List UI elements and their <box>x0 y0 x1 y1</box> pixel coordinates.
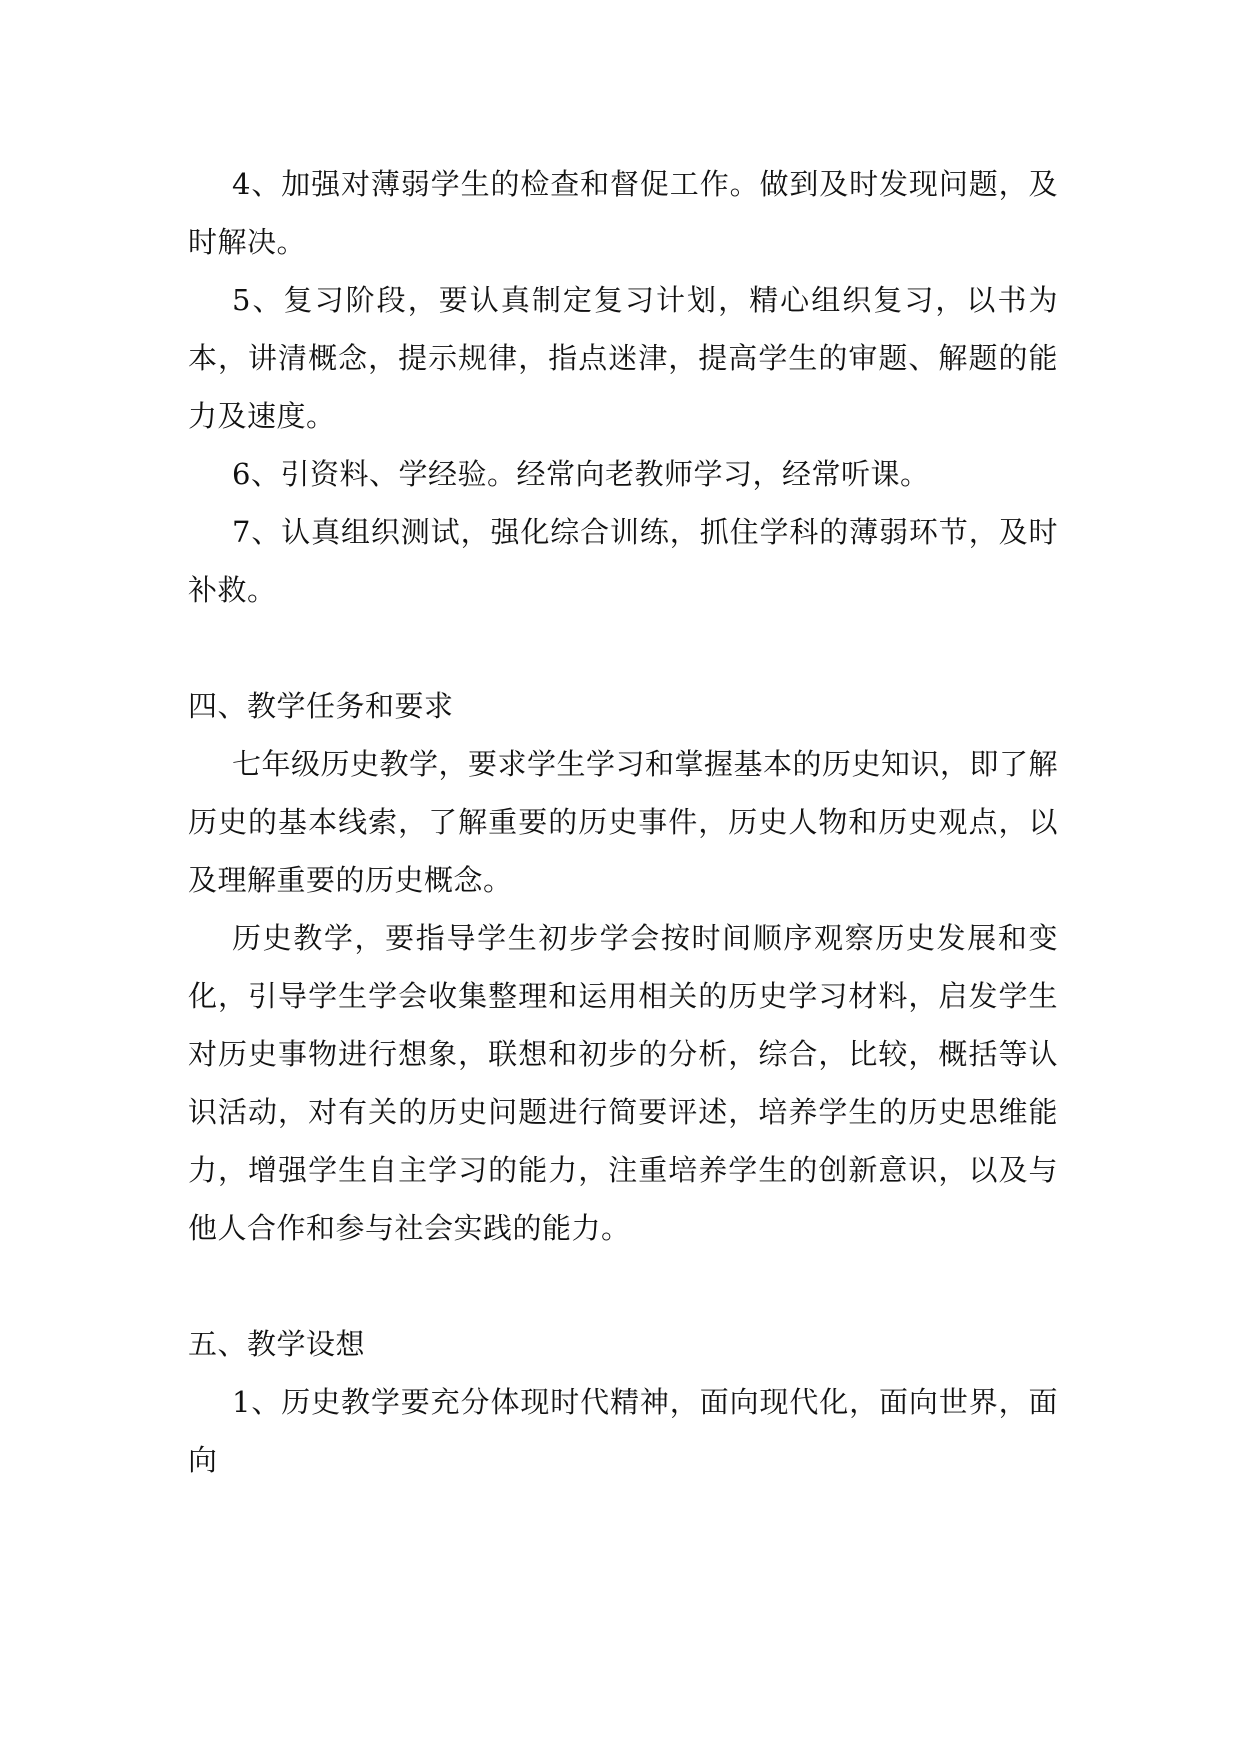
section-heading-4: 四、教学任务和要求 <box>188 689 454 723</box>
section-spacer <box>188 1257 1058 1315</box>
list-item-4: 4、加强对薄弱学生的检查和督促工作。做到及时发现问题，及时解决。 <box>188 167 1058 259</box>
list-item-6: 6、引资料、学经验。经常向老教师学习，经常听课。 <box>232 457 930 491</box>
section-4-paragraph-1: 七年级历史教学，要求学生学习和掌握基本的历史知识，即了解历史的基本线索，了解重要的历史事件，历史人物和历史观点，以及理解重要的历史概念。 <box>188 747 1059 897</box>
document-body <box>188 155 1058 1489</box>
list-item-7: 7、认真组织测试，强化综合训练，抓住学科的薄弱环节，及时补救。 <box>188 515 1058 607</box>
section-heading-5: 五、教学设想 <box>188 1327 366 1361</box>
section-4-paragraph-2: 历史教学，要指导学生初步学会按时间顺序观察历史发展和变化，引导学生学会收集整理和运用相关的历史学习材料，启发学生对历史事物进行想象，联想和初步的分析，综合，比较，概括等认识活动，对有关的历史问题进行简要评述，培养学生的历史思维能力，增强学生自主学习的能力，注重培养学生的创新意识，以及与他人合作和参与社会实践的能力。 <box>188 921 1058 1245</box>
list-item-5: 5、复习阶段，要认真制定复习计划，精心组织复习，以书为本，讲清概念，提示规律，指点迷津，提高学生的审题、解题的能力及速度。 <box>188 283 1058 433</box>
section-5-paragraph-1: 1、历史教学要充分体现时代精神，面向现代化，面向世界，面向 <box>188 1385 1058 1477</box>
section-spacer <box>188 619 1058 677</box>
